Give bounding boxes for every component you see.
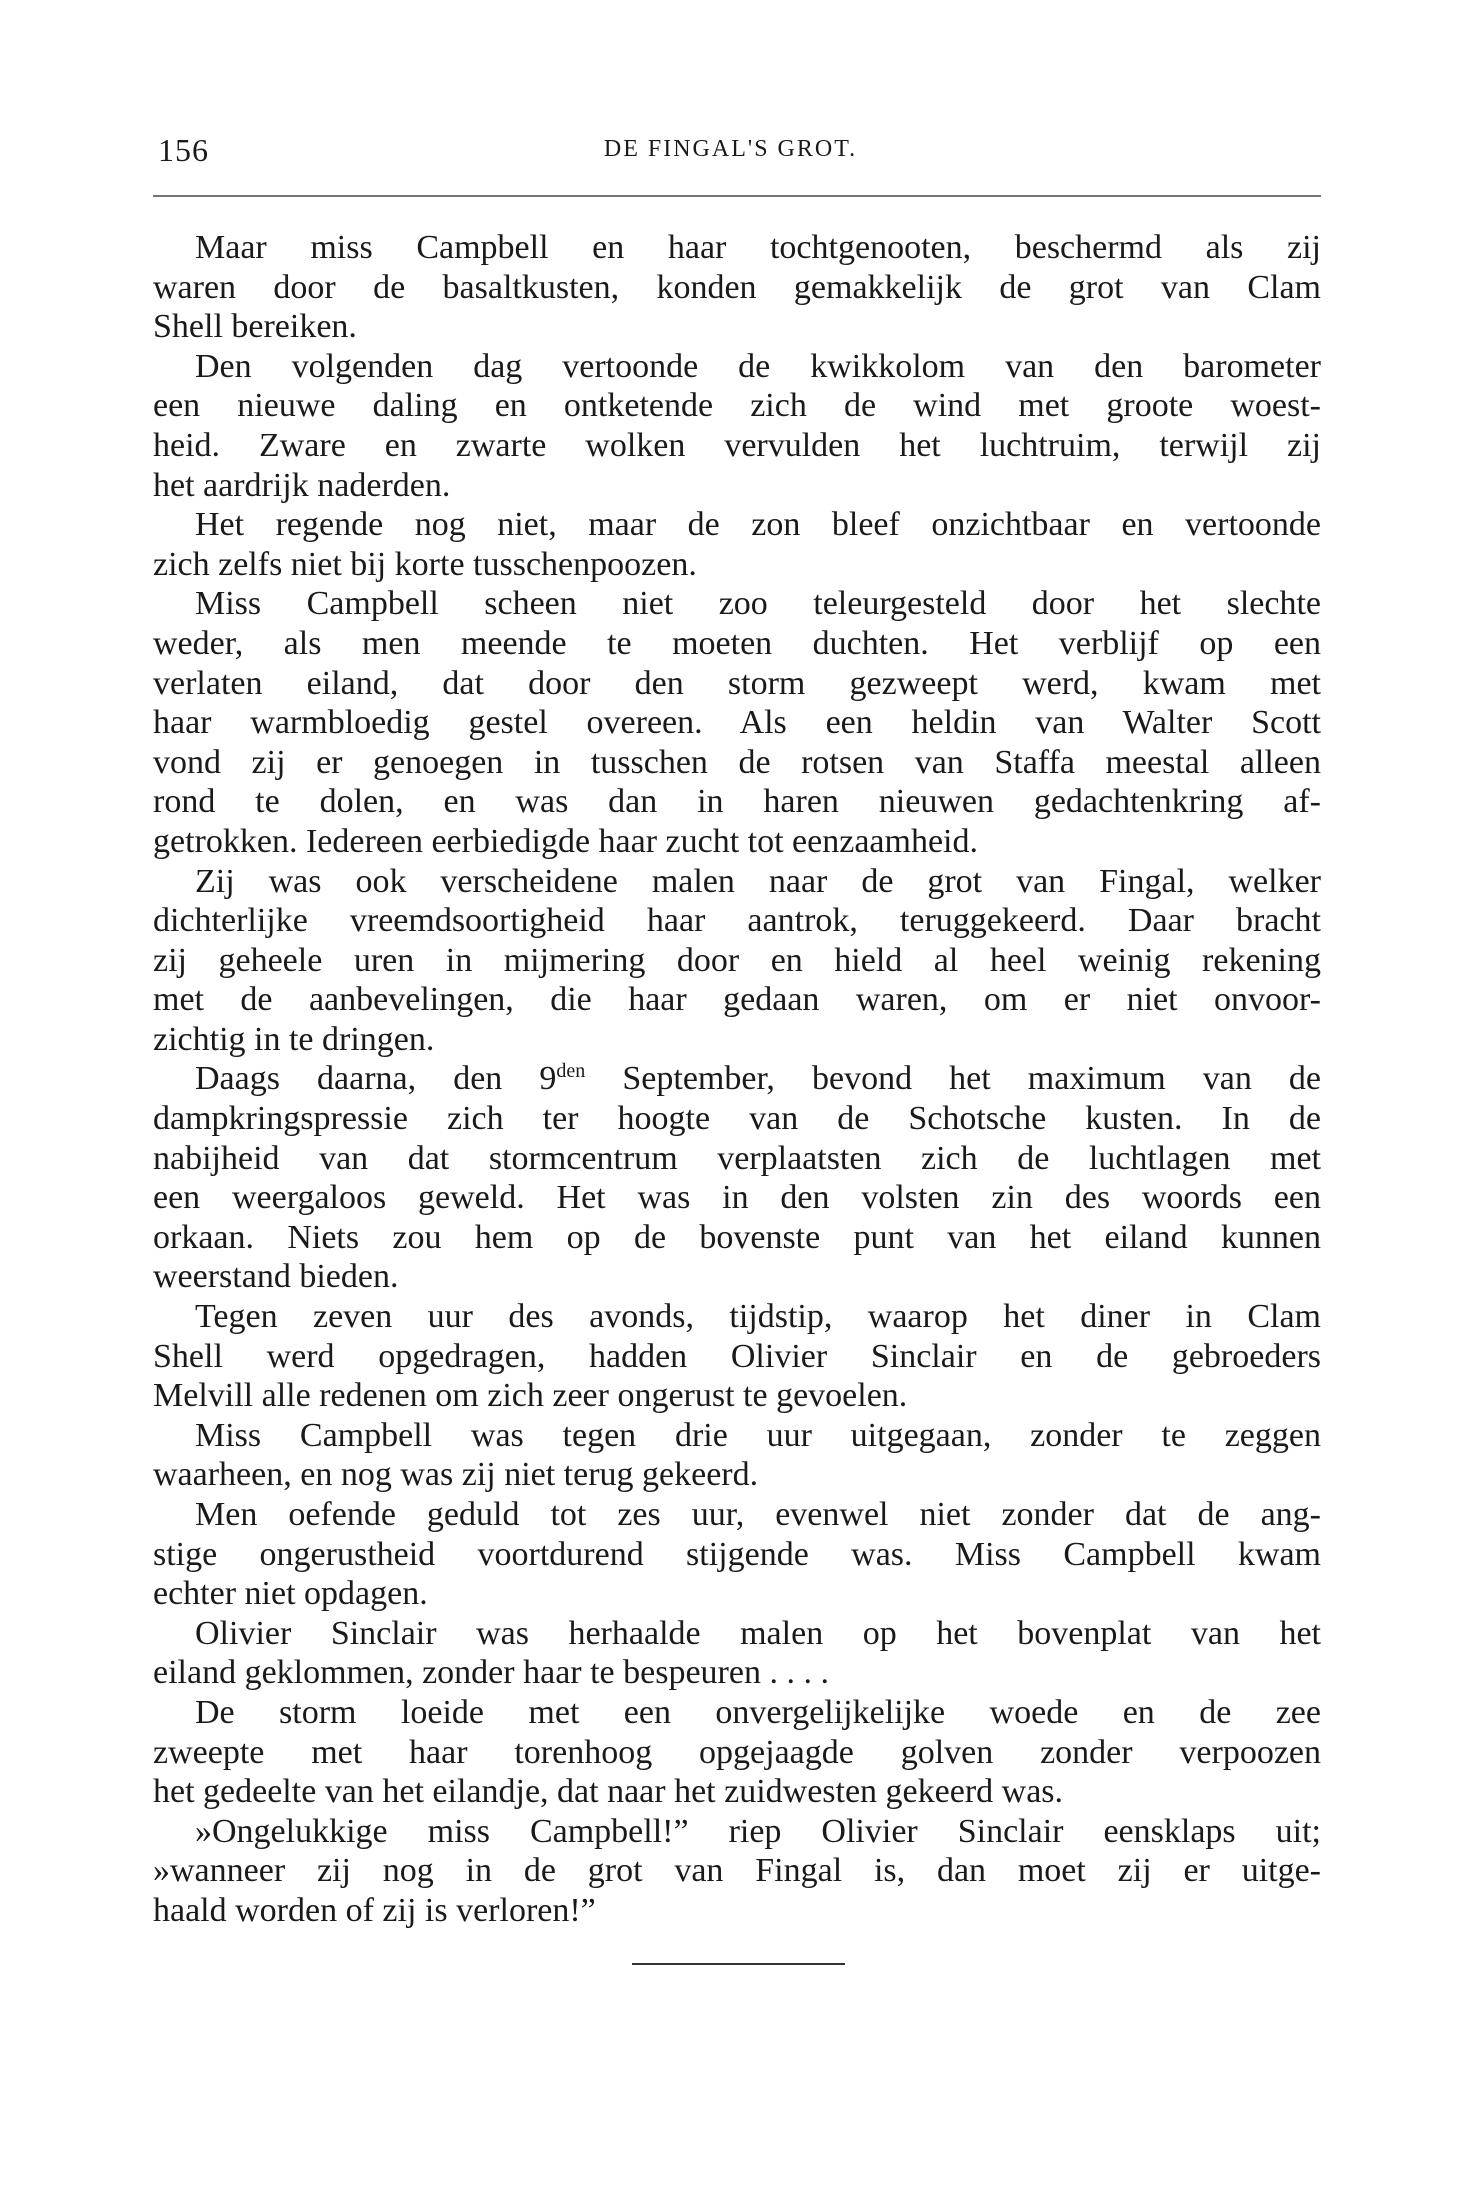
paragraph-line: »Ongelukkige miss Campbell!” riep Olivier Sinclair eensklaps uit; xyxy=(195,1812,1321,1850)
paragraph-line: echter niet opdagen. xyxy=(153,1575,428,1613)
paragraph-line: Zij was ook verscheidene malen naar de grot van Fingal, welker xyxy=(195,862,1321,900)
paragraph-line: Het regende nog niet, maar de zon bleef onzichtbaar en vertoonde xyxy=(195,506,1321,544)
paragraph-line: rond te dolen, en was dan in haren nieuwen gedachtenkring af- xyxy=(153,783,1321,821)
line-text: September, bevond het maximum van de xyxy=(585,1060,1321,1098)
paragraph-line: orkaan. Niets zou hem op de bovenste punt van het eiland kunnen xyxy=(153,1218,1321,1256)
paragraph-line: met de aanbevelingen, die haar gedaan waren, om er niet onvoor- xyxy=(153,981,1321,1019)
paragraph-line: verlaten eiland, dat door den storm gezweept werd, kwam met xyxy=(153,664,1321,702)
paragraph-line: Miss Campbell scheen niet zoo teleurgesteld door het slechte xyxy=(195,585,1321,623)
paragraph-line xyxy=(153,1059,1321,1099)
paragraph-line: vond zij er genoegen in tusschen de rotsen van Staffa meestal alleen xyxy=(153,743,1321,781)
paragraph-line: »wanneer zij nog in de grot van Fingal is, dan moet zij er uitge- xyxy=(153,1852,1321,1890)
paragraph-line: heid. Zware en zwarte wolken vervulden het luchtruim, terwijl zij xyxy=(153,426,1321,464)
paragraph-line: zich zelfs niet bij korte tusschenpoozen. xyxy=(153,545,697,583)
paragraph-line: Maar miss Campbell en haar tochtgenooten, beschermd als zij xyxy=(195,229,1321,266)
paragraph-line: dichterlijke vreemdsoortigheid haar aantrok, teruggekeerd. Daar bracht xyxy=(153,902,1321,940)
paragraph-line: Shell bereiken. xyxy=(153,308,357,346)
paragraph-line: het aardrijk naderden. xyxy=(153,466,451,504)
line-text: Daags daarna, den 9 xyxy=(195,1060,557,1098)
paragraph-line: weder, als men meende te moeten duchten. Het verblijf op een xyxy=(153,624,1321,662)
paragraph-line: Shell werd opgedragen, hadden Olivier Sinclair en de gebroeders xyxy=(153,1337,1321,1375)
paragraph-line: het gedeelte van het eilandje, dat naar het zuidwesten gekeerd was. xyxy=(153,1773,1064,1811)
paragraph-line: zichtig in te dringen. xyxy=(153,1020,435,1058)
paragraph-line: Den volgenden dag vertoonde de kwikkolom van den barometer xyxy=(195,347,1321,385)
section-end-rule xyxy=(632,1963,845,1965)
paragraph-line: Olivier Sinclair was herhaalde malen op het bovenplat van het xyxy=(195,1614,1321,1652)
paragraph-line: dampkringspressie zich ter hoogte van de Schotsche kusten. In de xyxy=(153,1100,1321,1138)
paragraph-line: getrokken. Iedereen eerbiedigde haar zucht tot eenzaamheid. xyxy=(153,822,978,860)
body-text xyxy=(153,228,1321,1931)
running-title: DE FINGAL'S GROT. xyxy=(603,136,858,162)
paragraph-line: zweepte met haar torenhoog opgejaagde golven zonder verpoozen xyxy=(153,1733,1321,1771)
paragraph-line: waarheen, en nog was zij niet terug gekeerd. xyxy=(153,1456,759,1494)
paragraph-line: weerstand bieden. xyxy=(153,1258,399,1296)
paragraph-line: Miss Campbell was tegen drie uur uitgegaan, zonder te zeggen xyxy=(195,1416,1321,1454)
paragraph-line: waren door de basaltkusten, konden gemakkelijk de grot van Clam xyxy=(153,268,1321,306)
paragraph-line: Men oefende geduld tot zes uur, evenwel niet zonder dat de ang- xyxy=(195,1496,1321,1533)
paragraph-line: haald worden of zij is verloren!” xyxy=(153,1891,596,1929)
paragraph-line: een nieuwe daling en ontketende zich de wind met groote woest- xyxy=(153,387,1321,425)
paragraph-line: zij geheele uren in mijmering door en hield al heel weinig rekening xyxy=(153,941,1321,979)
paragraph-line: een weergaloos geweld. Het was in den volsten zin des woords een xyxy=(153,1179,1321,1217)
page-number: 156 xyxy=(158,132,209,168)
paragraph-line: Tegen zeven uur des avonds, tijdstip, waarop het diner in Clam xyxy=(195,1298,1321,1336)
paragraph-line: stige ongerustheid voortdurend stijgende was. Miss Campbell kwam xyxy=(153,1535,1321,1573)
paragraph-line: nabijheid van dat stormcentrum verplaatsten zich de luchtlagen met xyxy=(153,1139,1321,1177)
paragraph-line: De storm loeide met een onvergelijkelijke woede en de zee xyxy=(195,1693,1321,1731)
header-rule xyxy=(153,195,1321,197)
paragraph-line: Melvill alle redenen om zich zeer ongerust te gevoelen. xyxy=(153,1377,908,1415)
superscript: den xyxy=(556,1060,586,1083)
paragraph-line: haar warmbloedig gestel overeen. Als een heldin van Walter Scott xyxy=(153,704,1321,742)
paragraph-line: eiland geklommen, zonder haar te bespeuren . . . . xyxy=(153,1654,829,1692)
